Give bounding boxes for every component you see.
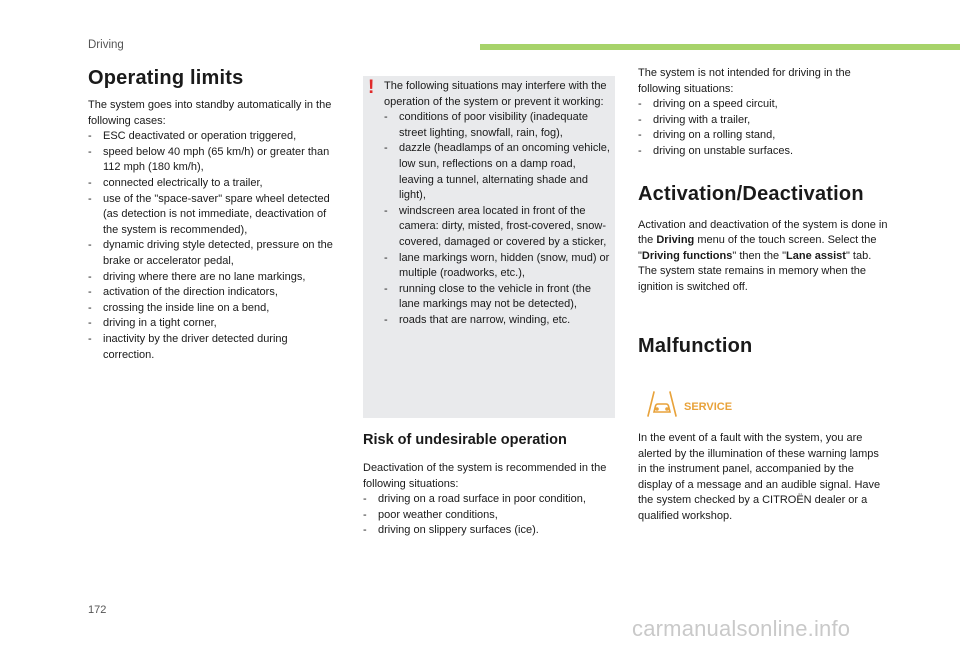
risk-section (363, 431, 615, 539)
list-item: - dynamic driving style detected, pressure on the brake or accelerator pedal, (88, 238, 340, 269)
page-number: 172 (88, 604, 107, 616)
activation-text-part: " tab. (845, 249, 872, 262)
list-item: - driving on a speed circuit, (638, 97, 890, 113)
list-item: - driving where there are no lane markings, (88, 270, 340, 286)
warning-exclamation-icon: ! (368, 77, 375, 98)
list-item: - lane markings worn, hidden (snow, mud) or multiple (roadworks, etc.), (384, 251, 612, 282)
warning-intro: The following situations may interfere with the operation of the system or prevent it working: (384, 80, 607, 108)
list-item: - roads that are narrow, winding, etc. (384, 313, 612, 329)
activation-text-part: Activation and deactivation of the system is done in the (638, 218, 888, 247)
operating-limits-intro: The system goes into standby automatically in the following cases: (88, 99, 332, 127)
header-accent-bar (480, 44, 960, 50)
list-item: - poor weather conditions, (363, 508, 615, 524)
activation-memory-text: The system state remains in memory when the ignition is switched off. (638, 265, 867, 293)
activation-text (638, 218, 890, 265)
malfunction-text: In the event of a fault with the system, you are alerted by the illumination of these warning lamps in the instrument panel, accompanied by the display of a message and an audible signal. Have the system checked by a CITROËN dealer or a qualified workshop. (638, 432, 881, 522)
list-item: - driving on slippery surfaces (ice). (363, 523, 615, 539)
warning-list (384, 110, 612, 328)
risk-title: Risk of undesirable operation (363, 432, 567, 448)
list-item: - dazzle (headlamps of an oncoming vehicle, low sun, reflections on a damp road, leaving a tunnel, alternating shade and light), (384, 141, 612, 203)
list-item: - ESC deactivated or operation triggered, (88, 129, 340, 145)
malfunction-title: Malfunction (638, 334, 753, 357)
list-item: - running close to the vehicle in front (the lane markings may not be detected), (384, 282, 612, 313)
driving-menu-label: Driving (656, 234, 695, 247)
list-item: - driving with a trailer, (638, 113, 890, 129)
operating-limits-title: Operating limits (88, 67, 244, 89)
activation-title: Activation/Deactivation (638, 182, 864, 205)
malfunction-text-block (638, 431, 890, 525)
list-item: - crossing the inside line on a bend, (88, 301, 340, 317)
list-item: - driving in a tight corner, (88, 316, 340, 332)
list-item: - use of the "space-saver" spare wheel detected (as detection is not immediate, deactivation of the system is recommended), (88, 192, 340, 239)
list-item: - driving on a road surface in poor condition, (363, 492, 615, 508)
driving-functions-label: Driving functions (641, 249, 733, 262)
watermark: carmanualsonline.info (632, 616, 851, 641)
right-column (638, 66, 890, 358)
not-intended-intro: The system is not intended for driving in the following situations: (638, 67, 851, 95)
operating-limits-list (88, 129, 340, 363)
operating-limits-column (88, 66, 340, 363)
list-item: - driving on a rolling stand, (638, 128, 890, 144)
activation-text-part: " then the " (732, 249, 787, 262)
list-item: - conditions of poor visibility (inadequate street lighting, snowfall, rain, fog), (384, 110, 612, 141)
service-label: SERVICE (684, 401, 733, 413)
list-item: - inactivity by the driver detected during correction. (88, 332, 340, 363)
list-item: - driving on unstable surfaces. (638, 144, 890, 160)
warning-text (384, 79, 612, 329)
running-header: Driving (88, 39, 124, 51)
list-item: - activation of the direction indicators, (88, 285, 340, 301)
list-item: - speed below 40 mph (65 km/h) or greater than 112 mph (180 km/h), (88, 145, 340, 176)
lane-assist-label: Lane assist (786, 249, 846, 262)
risk-list (363, 492, 615, 539)
risk-intro: Deactivation of the system is recommended in the following situations: (363, 462, 607, 490)
lane-departure-warning-icon (646, 390, 736, 420)
not-intended-list (638, 97, 890, 159)
list-item: - windscreen area located in front of the camera: dirty, misted, frost-covered, snow-covered, damaged or covered by a sticker, (384, 204, 612, 251)
activation-text-part: menu of the touch screen. Select the " (638, 234, 877, 262)
list-item: - connected electrically to a trailer, (88, 176, 340, 192)
